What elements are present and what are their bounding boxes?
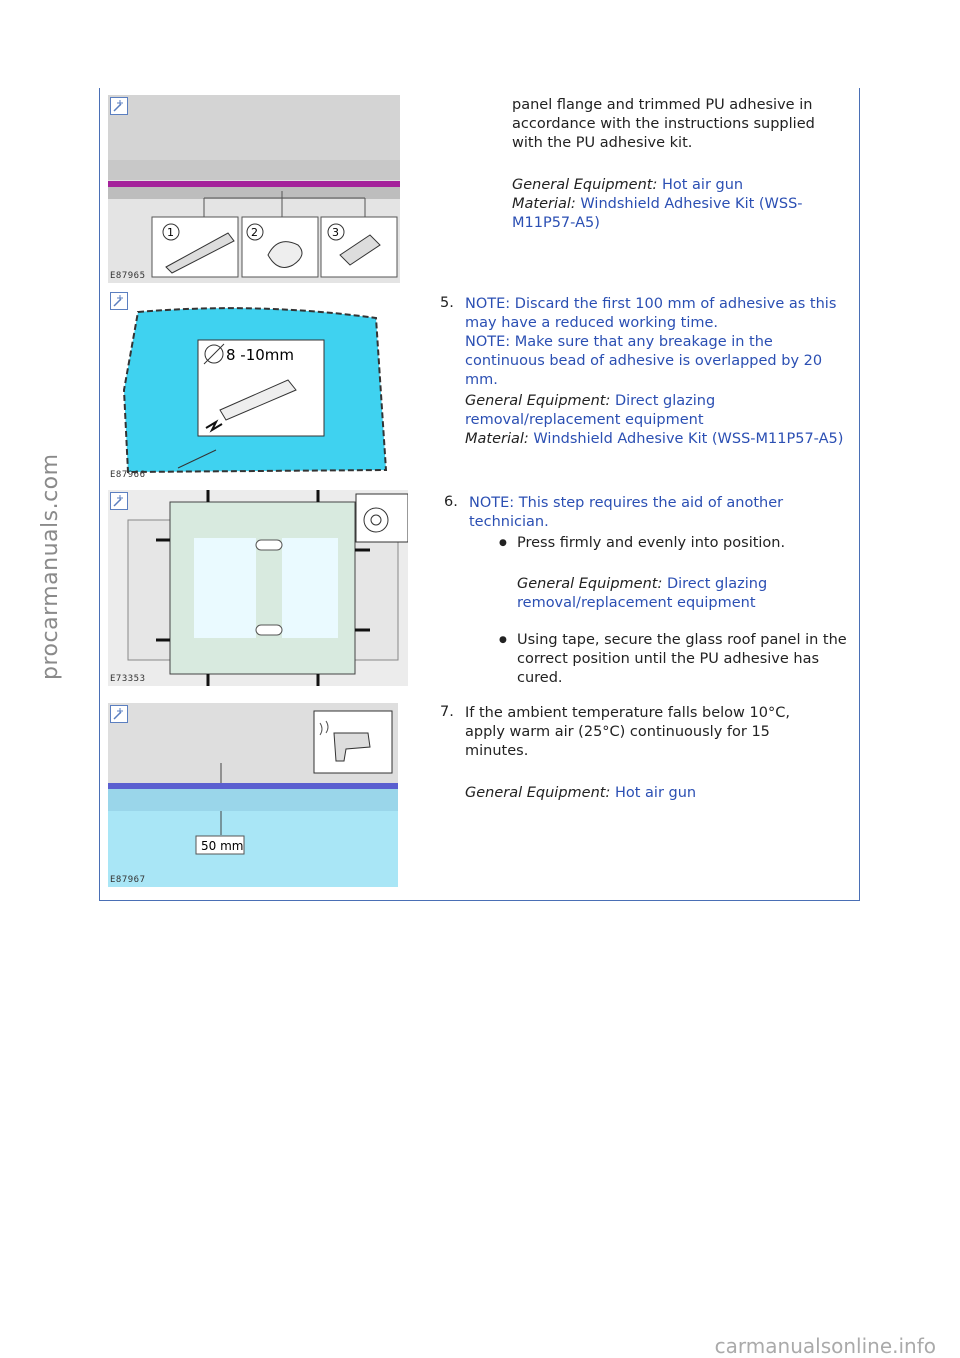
equipment-line [465,784,825,803]
figure-e87966 [108,290,400,482]
equipment-link[interactable]: Direct glazing removal/replacement equipment [517,576,768,611]
illustration-glass-roof [108,490,408,686]
equipment-line [517,575,837,613]
material-label: Material: [512,196,576,212]
equipment-label: General Equipment: [465,785,611,801]
material-line [512,195,842,233]
figure-id: E87966 [110,470,146,480]
equipment-link[interactable]: Hot air gun [661,177,744,193]
bottom-watermark: carmanualsonline.info [714,1334,936,1358]
equipment-link[interactable]: Direct glazing removal/replacement equipment [465,393,716,428]
step-note: NOTE: Discard the first 100 mm of adhesive as this may have a reduced working time. [465,296,837,331]
step-number: 7. [440,704,454,720]
step-note: NOTE: Make sure that any breakage in the continuous bead of adhesive is overlapped by 20 mm. [465,334,823,388]
illustration-warm-air [108,703,398,887]
equipment-line [512,176,842,195]
equipment-line [465,392,850,430]
zoom-icon[interactable] [110,492,128,510]
bead-size-label: 8 -10mm [226,346,295,364]
figure-e73353 [108,490,408,686]
material-link[interactable]: Windshield Adhesive Kit (WSS-M11P57-A5) [512,196,803,231]
equipment-label: General Equipment: [512,177,658,193]
step-number: 6. [444,494,458,510]
material-line [465,430,855,449]
inset-number: 3 [332,226,339,239]
equipment-link[interactable]: Hot air gun [614,785,697,801]
zoom-icon[interactable] [110,292,128,310]
inset-number: 2 [251,226,258,239]
step-number: 5. [440,295,454,311]
material-link[interactable]: Windshield Adhesive Kit (WSS-M11P57-A5) [533,431,844,447]
bullet-item: ● Using tape, secure the glass roof panel in the correct position until the PU adhesive has cured. [499,631,862,688]
zoom-icon[interactable] [110,705,128,723]
overlap-label: 50 mm [201,839,244,853]
inset-number: 1 [167,226,174,239]
figure-id: E87967 [110,875,146,885]
material-label: Material: [465,431,529,447]
figure-e87965 [108,95,400,283]
bullet-item: ● Press firmly and evenly into position. [499,534,857,553]
step-continuation-text: panel flange and trimmed PU adhesive in accordance with the instructions supplied with the PU adhesive kit. [512,97,815,151]
zoom-icon[interactable] [110,97,128,115]
figure-id: E73353 [110,674,146,684]
step-note: NOTE: This step requires the aid of another technician. [469,495,784,530]
figure-id: E87965 [110,271,146,281]
equipment-label: General Equipment: [517,576,663,592]
illustration-flange-trim [108,95,400,283]
figure-e87967 [108,703,398,887]
side-watermark: procarmanuals.com [38,453,63,680]
step-text: If the ambient temperature falls below 10°C, apply warm air (25°C) continuously for 15 minutes. [465,705,790,759]
equipment-label: General Equipment: [465,393,611,409]
illustration-adhesive-bead [108,290,400,482]
